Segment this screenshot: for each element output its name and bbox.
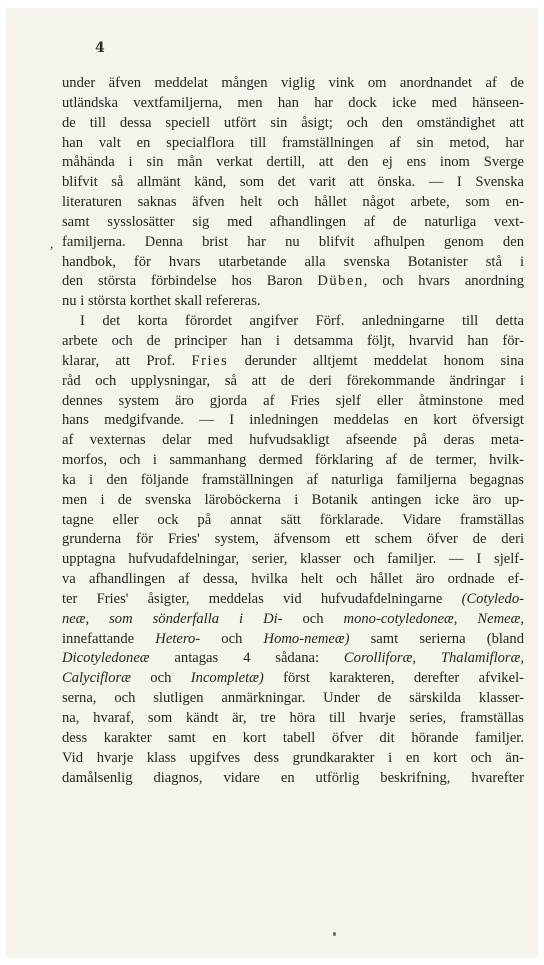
text-line: na, hvaraf, som kändt är, tre höra till hvarje series, framställas [62, 710, 524, 726]
text-line: de till dessa speciell utfört sin åsigt; och den omständighet att [62, 114, 524, 131]
text-line: familjerna. Denna brist har nu blifvit afhulpen genom den [62, 233, 524, 250]
text-line [62, 352, 524, 372]
text-line: under äfven meddelat mången viglig vink om anordnandet af de [62, 75, 524, 91]
text-line [62, 590, 524, 610]
body-text [62, 74, 524, 788]
text-fragment: ter Fries' åsigter, meddelas vid hufvudafdelningarne [62, 590, 462, 607]
text-fragment: , och hvars anordning [363, 273, 524, 290]
text-line: han valt en specialflora till framställningen af sin metod, har [62, 134, 524, 151]
italic-term: Homo-nemeæ) [263, 630, 350, 647]
page-number: 4 [95, 40, 105, 56]
text-line: grunderna för Fries' system, äfvensom ett schem öfver de deri [62, 531, 524, 548]
text-fragment: och [200, 630, 264, 647]
text-line [62, 669, 524, 689]
text-line: va afhandlingen af dessa, hvilka helt och hållet äro ordnade ef- [62, 571, 524, 588]
italic-term: neæ, som sönderfalla i [62, 610, 264, 627]
italic-term: Hetero- [155, 630, 201, 647]
margin-mark: , [50, 237, 54, 252]
italic-term: Incompletæ) [190, 670, 264, 687]
text-line: ka i den följande framställningen af naturliga familjerna begagnas [62, 471, 524, 488]
text-fragment: först karakteren, derefter afvikel- [263, 670, 524, 687]
text-line: tagne eller ock på annat sätt förklarade. Vidare framställas [62, 511, 524, 528]
italic-term: Di- [263, 610, 283, 627]
text-line: men i de svenska läroböckerna i Botanik antingen icke äro up- [62, 491, 524, 508]
text-line: arbete och de principer han i detsamma följt, hvarvid han för- [62, 332, 524, 349]
text-line: literaturen saknas äfven helt och hållet något arbete, som en- [62, 194, 524, 211]
text-fragment: och [282, 610, 344, 627]
text-line: Dicotyledoneæ antagas 4 sådana: Corolliforæ, Thalamifloræ, [62, 650, 524, 667]
text-line: af vexternas delar med hufvudsakligt afseende på deras meta- [62, 432, 524, 449]
text-fragment: antagas 4 sådana: [149, 650, 344, 667]
text-line: hans medgifvande. — I inledningen meddelas en kort öfversigt [62, 412, 524, 429]
italic-term: Thalamifloræ [440, 650, 521, 667]
text-fragment: innefattande [62, 630, 156, 647]
ink-speck [333, 932, 336, 936]
italic-term: Calycifloræ [62, 670, 131, 687]
text-line: upptagna hufvudafdelningar, serier, klasser och familjer. — I sjelf- [62, 551, 524, 568]
text-fragment: derunder alltjemt meddelat honom sina [228, 352, 524, 369]
italic-term: (Cotyledo- [461, 590, 524, 607]
italic-term: Nemeæ [477, 610, 521, 627]
text-line: serna, och slutligen anmärkningar. Under de särskilda klasser- [62, 690, 524, 707]
text-line: handbok, för hvars utarbetande alla svenska Botanister stå i [62, 253, 524, 270]
text-line [62, 630, 524, 650]
text-fragment: samt serierna (bland [349, 630, 524, 647]
text-line: nu i största korthet skall refereras. [62, 293, 261, 310]
text-line: måhända i sin mån verkat dertill, att den ej ens inom Sverge [62, 154, 524, 171]
text-line: dennes system äro gjorda af Fries sjelf eller åtminstone med [62, 392, 524, 409]
text-fragment: klarar, att Prof. [62, 352, 192, 369]
italic-term: mono-cotyledoneæ [343, 610, 454, 627]
text-fragment: den största förbindelse hos Baron [62, 273, 318, 290]
text-line: blifvit så allmänt känd, som det varit att önska. — I Svenska [62, 174, 524, 191]
text-line: råd och upplysningar, så att de deri förekommande ändringar i [62, 372, 524, 389]
spaced-name-duben: Düben [317, 273, 364, 290]
text-line: morfos, och i sammanhang dermed förklaring af de termer, hvilk- [62, 452, 524, 469]
text-fragment: och [130, 670, 191, 687]
italic-term: Dicotyledoneæ [62, 650, 150, 667]
text-line: I det korta förordet angifver Förf. anledningarne till detta [80, 313, 524, 330]
text-line: utländska vextfamiljerna, men han har dock icke med hänseen- [62, 94, 524, 111]
italic-term: Corolliforæ [343, 650, 413, 667]
text-line: samt sysslosätter sig med afhandlingen af de naturliga vext- [62, 213, 524, 230]
text-line: dess karakter samt en kort tabell öfver dit hörande familjer. [62, 729, 524, 746]
text-line: neæ, som sönderfalla i Di- och mono-cotyledoneæ, Nemeæ, [62, 610, 524, 627]
text-line [62, 272, 524, 292]
text-line: damålsenlig diagnos, vidare en utförlig beskrifning, hvarefter [62, 769, 524, 786]
text-line: Vid hvarje klass upgifves dess grundkarakter i en kort och än- [62, 749, 524, 766]
spaced-name-fries: Fries [191, 352, 229, 369]
